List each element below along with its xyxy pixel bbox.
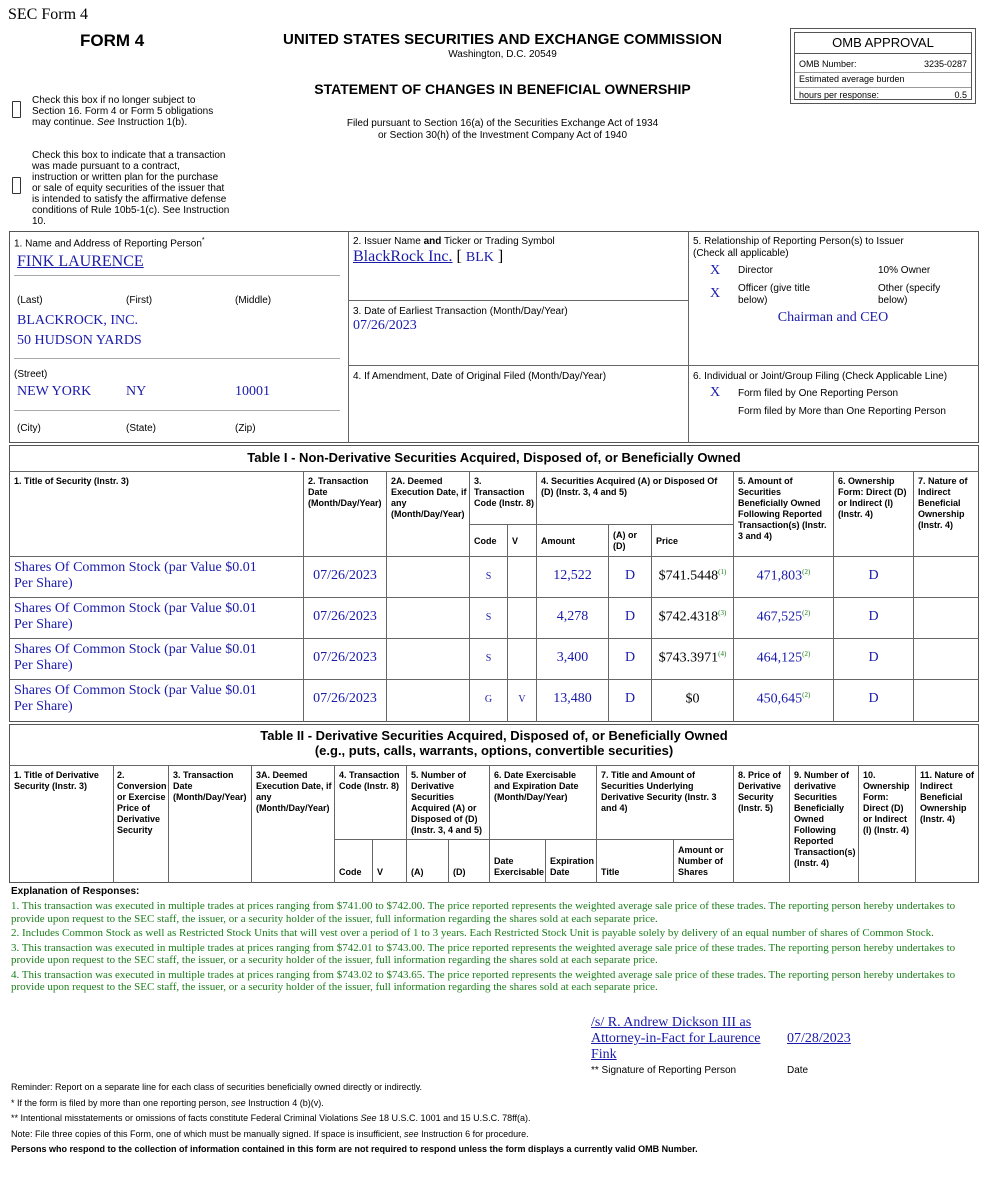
officer-check[interactable]: X [710,286,721,301]
omb-hours-value: 0.5 [954,90,967,100]
t1-col-ownership: 6. Ownership Form: Direct (D) or Indirect (I) (Instr. 4) [838,476,907,519]
t1-row-ownership-form: D [868,691,879,706]
t1-row-ownership-form: D [868,568,879,583]
t1-row-amount: 4,278 [556,609,589,624]
t1-row-price: $741.5448$^{(1)}$ [658,568,727,584]
no-longer-subject-text: Check this box if no longer subject to Section 16. Form 4 or Form 5 obligations may continue. See Instruction 1(b). [32,95,214,128]
t1-row-title: Shares Of Common Stock (par Value $0.01 Per Share) [14,642,257,673]
agency-title: UNITED STATES SECURITIES AND EXCHANGE COMMISSION [283,31,722,48]
t1-row-price: $0 [685,691,700,707]
t1-row-amount: 12,522 [553,568,592,583]
t1-row-ownership-form: D [868,650,879,665]
middle-label: (Middle) [235,295,272,306]
t2-col-code: 4. Transaction Code (Instr. 8) [339,770,400,791]
sec-form-label: SEC Form 4 [8,6,89,23]
t1-row-owned: 450,645$^{(2)}$ [756,691,811,707]
t1-col-code: 3. Transaction Code (Instr. 8) [474,476,535,508]
t1-sub-code: Code [474,536,497,546]
date-label: Date [787,1065,809,1076]
t2-col-number: 5. Number of Derivative Securities Acquired (A) or Disposed of (D) (Instr. 3, 4 and 5) [411,770,483,835]
omb-approval-box [790,28,976,104]
box1-label: 1. Name and Address of Reporting Person* [14,237,205,250]
t1-col-nature: 7. Nature of Indirect Beneficial Ownership (Instr. 4) [918,476,968,530]
t1-sub-amount: Amount [541,536,575,546]
t1-col-deemed: 2A. Deemed Execution Date, if any (Month/Day/Year) [391,476,467,519]
statement-title: STATEMENT OF CHANGES IN BENEFICIAL OWNERSHIP [314,81,691,97]
t1-row-price: $743.3971$^{(4)}$ [658,650,727,666]
box3-label: 3. Date of Earliest Transaction (Month/Day/Year) [353,306,568,317]
footer-reminder: Reminder: Report on a separate line for each class of securities beneficially owned directly or indirectly. [11,1082,423,1092]
explanation-notes [11,900,977,996]
t2-col-title: 1. Title of Derivative Security (Instr. 3) [14,770,99,791]
t2-sub-a: (A) [411,867,424,877]
table2-title: Table II - Derivative Securities Acquired, Disposed of, or Beneficially Owned (e.g., puts, calls, warrants, options, convertible securities) [260,728,728,758]
earliest-transaction-date: 07/26/2023 [353,318,417,333]
t1-row-code: S [485,612,492,623]
t2-col-date: 3. Transaction Date (Month/Day/Year) [173,770,247,802]
omb-title: OMB APPROVAL [832,35,934,50]
t1-row-owned: 467,525$^{(2)}$ [756,609,811,625]
footer-note: Note: File three copies of this Form, one of which must be manually signed. If space is insufficient, see Instruction 6 for procedure. [11,1129,529,1139]
omb-burden-label: Estimated average burden [799,74,905,84]
zip-value: 10001 [235,384,270,399]
rule-10b5-1-checkbox[interactable] [12,177,21,197]
box4-label: 4. If Amendment, Date of Original Filed (Month/Day/Year) [353,371,607,382]
ten-percent-owner-label: 10% Owner [878,265,931,276]
rule-10b5-1-text: Check this box to indicate that a transaction was made pursuant to a contract, instruction or written plan for the purchase or sale of equity securities of the issuer that is intended to satisfy the affirmative defense conditions of Rule 10b5-1(c). See Instruction 10. [32,150,230,227]
street-label: (Street) [14,369,48,380]
t1-row-title: Shares Of Common Stock (par Value $0.01 Per Share) [14,601,257,632]
t1-row-code: S [485,571,492,582]
t1-row-date: 07/26/2023 [313,691,377,706]
t2-sub-date-exercisable: Date Exercisable [494,856,545,877]
t1-col-date: 2. Transaction Date (Month/Day/Year) [308,476,382,508]
t1-row-amount: 13,480 [553,691,592,706]
t1-col-title: 1. Title of Security (Instr. 3) [14,476,129,486]
t1-row-amount: 3,400 [556,650,589,665]
t2-col-underlying: 7. Title and Amount of Securities Underlying Derivative Security (Instr. 3 and 4) [601,770,717,813]
signature-link[interactable]: /s/ R. Andrew Dickson III as Attorney-in-Fact for Laurence Fink [591,1015,761,1062]
one-person-label: Form filed by One Reporting Person [738,388,899,399]
t2-sub-expiration: Expiration Date [550,856,595,877]
t2-sub-d: (D) [453,867,466,877]
box6-label: 6. Individual or Joint/Group Filing (Check Applicable Line) [693,371,948,382]
table1-title: Table I - Non-Derivative Securities Acquired, Disposed of, or Beneficially Owned [247,450,741,465]
t1-row-acq-disp: D [624,568,636,583]
signature-label: ** Signature of Reporting Person [591,1065,737,1076]
footnote: 4. This transaction was executed in multiple trades at prices ranging from $743.02 to $743.65. The price reported represents the weighted average sale price of these trades. The reporting person hereby undertakes to provide upon request to the SEC staff, the issuer, or a security holder of the issuer, full information regarding the shares sold at each separate price. [11,968,956,993]
t1-col-securities: 4. Securities Acquired (A) or Disposed Of (D) (Instr. 3, 4 and 5) [541,476,718,497]
issuer-name-link[interactable]: BlackRock Inc. [353,248,453,265]
signature-date[interactable]: 07/28/2023 [787,1031,851,1046]
t1-row-v: V [518,694,526,705]
t2-sub-v: V [377,867,384,877]
other-label: Other (specify below) [878,283,941,306]
director-check[interactable]: X [710,263,721,278]
t2-sub-code: Code [339,867,362,877]
filed-pursuant: Filed pursuant to Section 16(a) of the Securities Exchange Act of 1934 or Section 30(h) of the Investment Company Act of 1940 [346,118,659,141]
t1-row-acq-disp: D [624,691,636,706]
box2-label: 2. Issuer Name and Ticker or Trading Symbol [353,236,555,247]
explanation-title: Explanation of Responses: [11,886,140,897]
t1-sub-aord: (A) or (D) [613,530,637,551]
ticker-symbol: BLK [465,250,494,265]
form-title: FORM 4 [80,31,145,50]
t1-row-price: $742.4318$^{(3)}$ [658,609,727,625]
address-line-2: 50 HUDSON YARDS [17,333,142,348]
t1-sub-price: Price [656,536,679,546]
city-value: NEW YORK [17,384,92,399]
omb-number-label: OMB Number: [799,59,857,69]
footnote: 2. Includes Common Stock as well as Restricted Stock Units that will vest over a period of 1 to 3 years. Each Restricted Stock Unit is payable solely by delivery of an equal number of shares of Common Stock. [11,927,934,939]
t1-sub-v: V [512,536,519,546]
t1-row-owned: 464,125$^{(2)}$ [756,650,811,666]
t1-row-owned: 471,803$^{(2)}$ [756,568,811,584]
director-label: Director [738,265,774,276]
t1-row-date: 07/26/2023 [313,568,377,583]
officer-title: Chairman and CEO [777,310,889,325]
t1-row-ownership-form: D [868,609,879,624]
t2-col-nature: 11. Nature of Indirect Beneficial Ownership (Instr. 4) [920,770,975,824]
t2-col-price: 8. Price of Derivative Security (Instr. 5) [738,770,782,813]
t1-row-title: Shares Of Common Stock (par Value $0.01 Per Share) [14,683,257,714]
one-person-check[interactable]: X [710,385,721,400]
first-label: (First) [126,295,153,306]
t2-col-ownership: 10. Ownership Form: Direct (D) or Indirect (I) (Instr. 4) [863,770,910,835]
t1-row-code: G [484,694,493,705]
footnote: 1. This transaction was executed in multiple trades at prices ranging from $741.00 to $742.00. The price reported represents the weighted average sale price of these trades. The reporting person hereby undertakes to provide upon request to the SEC staff, the issuer, or a security holder of the issuer, full information regarding the shares sold at each separate price. [11,900,956,925]
box5-label: 5. Relationship of Reporting Person(s) to Issuer (Check all applicable) [693,236,904,259]
t1-row-acq-disp: D [624,650,636,665]
no-longer-subject-checkbox[interactable] [12,101,21,121]
more-persons-label: Form filed by More than One Reporting Person [738,406,946,417]
address-line-1: BLACKROCK, INC. [17,313,138,328]
omb-number-value: 3235-0287 [923,59,967,69]
t1-row-code: S [485,653,492,664]
zip-label: (Zip) [235,423,256,434]
footnote: 3. This transaction was executed in multiple trades at prices ranging from $742.01 to $743.00. The price reported represents the weighted average sale price of these trades. The reporting person hereby undertakes to provide upon request to the SEC staff, the issuer, or a security holder of the issuer, full information regarding the shares sold at each separate price. [11,941,956,966]
footer-double-star: ** Intentional misstatements or omissions of facts constitute Federal Criminal Violations See 18 U.S.C. 1001 and 15 U.S.C. 78ff(a). [11,1113,531,1123]
footer-star: * If the form is filed by more than one reporting person, see Instruction 4 (b)(v). [11,1098,324,1108]
city-label: (City) [17,423,41,434]
last-label: (Last) [17,295,43,306]
t1-col-amount-owned: 5. Amount of Securities Beneficially Owned Following Reported Transaction(s) (Instr. 3 and 4) [738,476,827,541]
agency-location: Washington, D.C. 20549 [448,49,557,60]
t1-row-date: 07/26/2023 [313,650,377,665]
t1-row-date: 07/26/2023 [313,609,377,624]
t2-sub-amount: Amount or Number of Shares [678,845,724,877]
footer-persons: Persons who respond to the collection of information contained in this form are not required to respond unless the form displays a currently valid OMB Number. [11,1144,698,1154]
state-label: (State) [126,423,157,434]
t2-col-owned: 9. Number of derivative Securities Beneficially Owned Following Reported Transaction(s) (Instr. 4) [794,770,856,868]
reporting-person-name[interactable]: FINK LAURENCE [17,253,144,270]
t1-row-acq-disp: D [624,609,636,624]
omb-hours-label: hours per response: [799,90,880,100]
t2-sub-title: Title [601,867,620,877]
state-value: NY [126,384,147,399]
t2-col-conversion: 2. Conversion or Exercise Price of Derivative Security [117,770,167,835]
t1-row-title: Shares Of Common Stock (par Value $0.01 Per Share) [14,560,257,591]
officer-label: Officer (give title below) [738,283,811,306]
t2-col-deemed: 3A. Deemed Execution Date, if any (Month/Day/Year) [256,770,332,813]
issuer-line: BlackRock Inc. [ BLK ] [353,248,504,265]
t2-col-exercisable: 6. Date Exercisable and Expiration Date (Month/Day/Year) [494,770,579,802]
